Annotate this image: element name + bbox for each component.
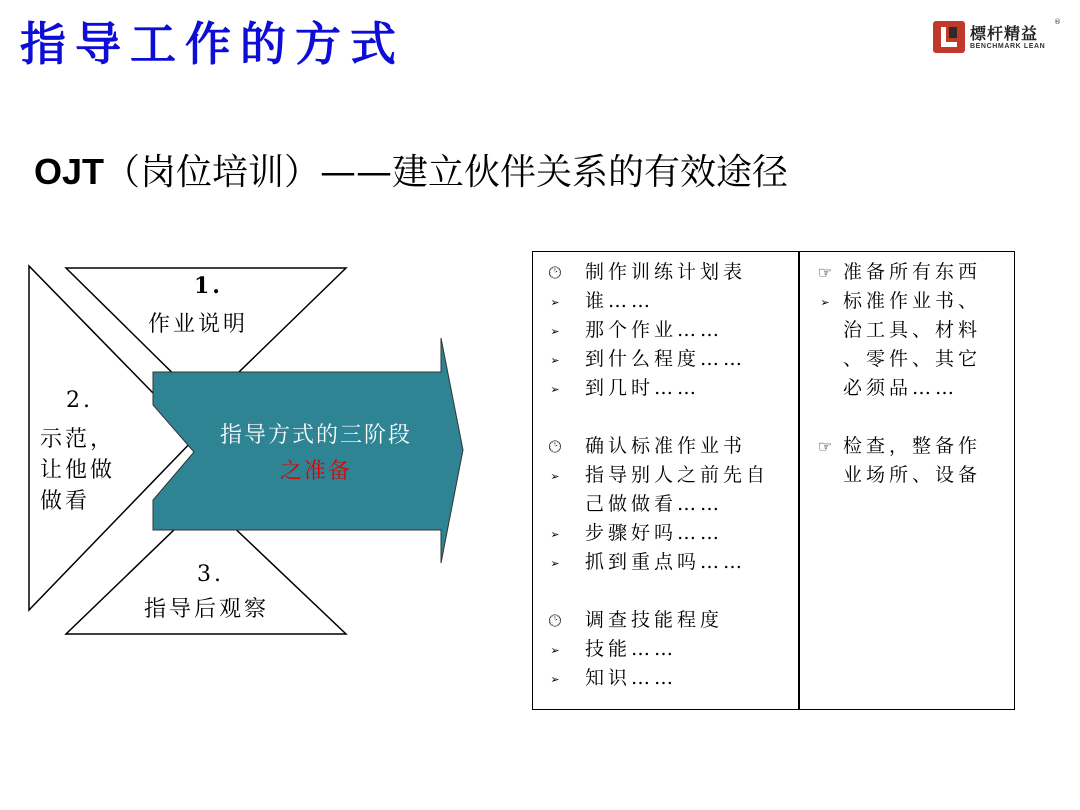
list-item: ➢ 标准作业书、 — [813, 287, 1013, 316]
arrow-bullet-icon: ➢ — [550, 325, 560, 338]
list-item: ➢ 到什么程度…… — [543, 345, 793, 374]
list-item: ➢ 谁…… — [543, 287, 793, 316]
arrow-bullet-icon: ➢ — [550, 383, 560, 396]
stage-3-label: 指导后观察 — [144, 597, 270, 622]
arrow-bullet-icon: ➢ — [550, 354, 560, 367]
list-item-continuation: 己做做看…… — [585, 493, 724, 515]
list-item: 🕑︎ 调查技能程度 — [543, 606, 793, 635]
arrow-bullet-icon: ➢ — [550, 557, 560, 570]
preparation-table — [532, 251, 1015, 710]
stage-2-number: 2. — [66, 388, 93, 413]
table-column-1 — [543, 258, 793, 693]
stage-1-number: 1. — [194, 273, 223, 299]
hand-pointer-icon: ☞︎ — [817, 437, 833, 456]
hand-pointer-icon: ☞︎ — [817, 263, 833, 282]
clock-icon: 🕑︎ — [548, 611, 562, 630]
stage-2-label-line3: 做看 — [40, 489, 91, 514]
arrow-bullet-icon: ➢ — [550, 296, 560, 309]
arrow-bullet-icon: ➢ — [820, 296, 830, 309]
table-column-divider — [798, 252, 800, 709]
logo-registered-mark: ® — [1054, 18, 1061, 26]
list-item: ☞︎ 检查，整备作 — [813, 432, 1013, 461]
arrow-bullet-icon: ➢ — [550, 528, 560, 541]
clock-icon: 🕑︎ — [548, 437, 562, 456]
arrow-bullet-icon: ➢ — [550, 644, 560, 657]
stage-2-label-line2: 让他做 — [40, 458, 116, 483]
center-text-line1: 指导方式的三阶段 — [219, 423, 412, 448]
list-item-continuation: 业场所、设备 — [843, 464, 982, 486]
stage-2-label-line1: 示范， — [40, 427, 116, 452]
list-item: ➢ 知识…… — [543, 664, 793, 693]
list-item-continuation: 治工具、材料 — [843, 319, 982, 341]
logo-english-text: BENCHMARK LEAN — [970, 43, 1046, 50]
clock-icon: 🕑︎ — [548, 263, 562, 282]
list-item: ➢ 技能…… — [543, 635, 793, 664]
center-text-line2: 之准备 — [279, 459, 352, 484]
list-item: ☞︎ 准备所有东西 — [813, 258, 1013, 287]
stage-3-number: 3. — [197, 562, 224, 587]
subtitle-ojt: OJT — [34, 151, 105, 192]
list-item: ➢ 那个作业…… — [543, 316, 793, 345]
subtitle-rest: （岗位培训）——建立伙伴关系的有效途径 — [104, 152, 789, 193]
arrow-bullet-icon: ➢ — [550, 470, 560, 483]
logo-chinese-text: 標杆精益 — [970, 24, 1039, 43]
list-item-continuation: 、零件、其它 — [843, 348, 982, 370]
list-item: ➢ 抓到重点吗…… — [543, 548, 793, 577]
table-column-2 — [813, 258, 1013, 490]
list-item: ➢ 指导别人之前先自 — [543, 461, 793, 490]
list-item: ➢ 步骤好吗…… — [543, 519, 793, 548]
list-item: 🕑︎ 确认标准作业书 — [543, 432, 793, 461]
arrow-bullet-icon: ➢ — [550, 673, 560, 686]
page-title: 指导工作的方式 — [20, 17, 405, 71]
list-item: ➢ 到几时…… — [543, 374, 793, 403]
list-item: 🕑︎ 制作训练计划表 — [543, 258, 793, 287]
center-arrow-text — [196, 418, 436, 490]
stage-1-label: 作业说明 — [148, 312, 249, 337]
list-item-continuation: 必须品…… — [843, 377, 959, 399]
